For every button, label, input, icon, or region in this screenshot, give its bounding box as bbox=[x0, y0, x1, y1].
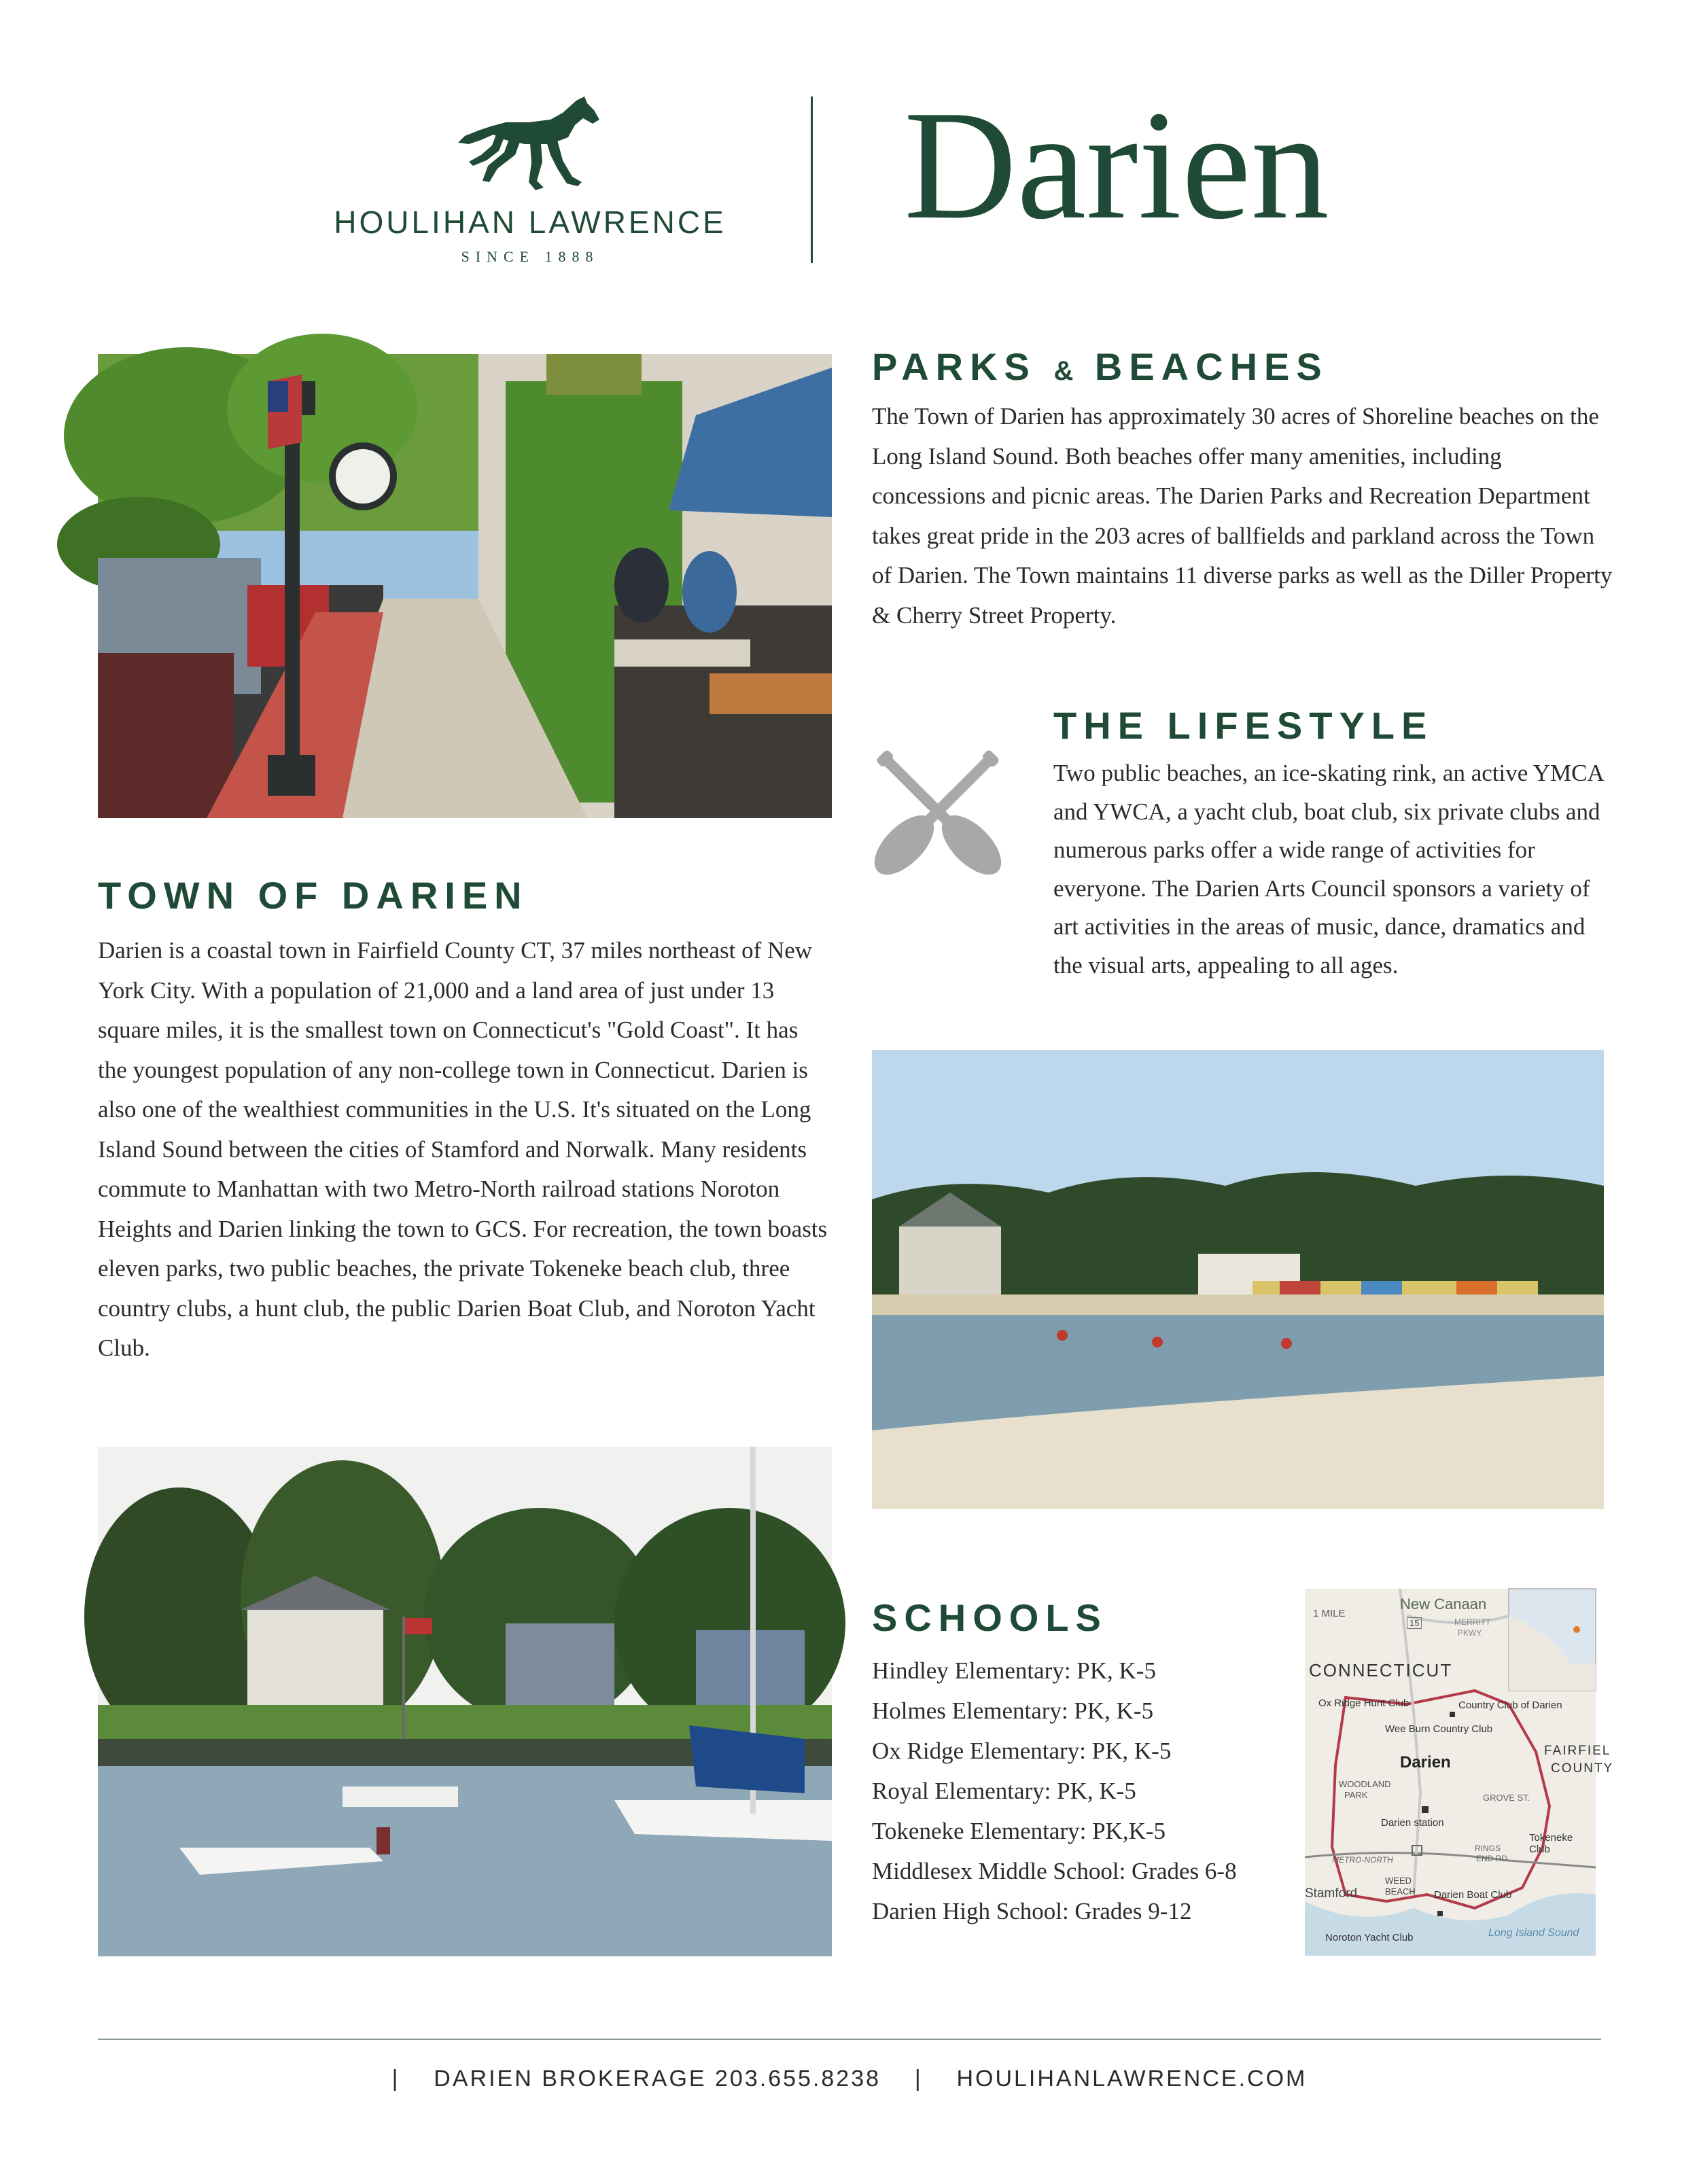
map-sound: Long Island Sound bbox=[1488, 1927, 1579, 1939]
harbor-photo bbox=[98, 1447, 832, 1956]
list-item: Royal Elementary: PK, K-5 bbox=[872, 1778, 1136, 1804]
footer bbox=[0, 2066, 1699, 2092]
list-item: Middlesex Middle School: Grades 6-8 bbox=[872, 1858, 1237, 1884]
header-divider bbox=[811, 96, 813, 263]
horse-icon bbox=[449, 95, 612, 197]
street-photo bbox=[98, 354, 832, 818]
schools-list bbox=[872, 1651, 1320, 1931]
map-fairfield: FAIRFIEL bbox=[1544, 1744, 1611, 1758]
footer-divider bbox=[98, 2039, 1601, 2040]
schools-heading: SCHOOLS bbox=[872, 1596, 1108, 1639]
map-beach: BEACH bbox=[1385, 1886, 1416, 1897]
map-country-club: Country Club of Darien bbox=[1458, 1699, 1562, 1711]
map-scale: 1 MILE bbox=[1313, 1608, 1346, 1619]
map-end-rd: END RD. bbox=[1476, 1854, 1510, 1863]
parks-heading-amp: & bbox=[1053, 356, 1078, 386]
brand-name: HOULIHAN LAWRENCE bbox=[334, 205, 726, 240]
map-state: CONNECTICUT bbox=[1309, 1660, 1453, 1680]
map-county: COUNTY bbox=[1551, 1761, 1614, 1776]
map-metro-north: METRO-NORTH bbox=[1332, 1855, 1393, 1865]
map-woodland: WOODLAND bbox=[1339, 1779, 1391, 1789]
lifestyle-body: Two public beaches, an ice-skating rink, an active YMCA and YWCA, a yacht club, boat club, six private clubs and numerous parks offer a wide range of activities for everyone. The Darien Arts Council sponsors a variety of art activities in the areas of music, dance, dramatics and the visual arts, appealing to all ages. bbox=[1053, 760, 1603, 979]
map-route: 15 bbox=[1407, 1617, 1422, 1629]
map-tokeneke: Tokeneke Club bbox=[1529, 1832, 1573, 1855]
footer-brokerage-phone[interactable]: DARIEN BROKERAGE 203.655.8238 bbox=[434, 2066, 881, 2092]
footer-separator: | bbox=[391, 2066, 400, 2092]
page-title: Darien bbox=[904, 78, 1329, 251]
map-yacht-club: Noroton Yacht Club bbox=[1325, 1932, 1414, 1943]
footer-separator: | bbox=[914, 2066, 923, 2092]
map-weed: WEED bbox=[1385, 1875, 1412, 1886]
list-item: Darien High School: Grades 9-12 bbox=[872, 1898, 1192, 1924]
crossed-oars-icon bbox=[870, 743, 1006, 879]
map-ox-ridge: Ox Ridge Hunt Club bbox=[1318, 1697, 1409, 1709]
map-stamford: Stamford bbox=[1305, 1886, 1358, 1901]
map-boat-club: Darien Boat Club bbox=[1434, 1889, 1512, 1901]
brand-since: SINCE 1888 bbox=[461, 248, 599, 265]
darien-map bbox=[1305, 1589, 1614, 1956]
map-merritt: MERRITT bbox=[1454, 1617, 1491, 1627]
footer-website-link[interactable]: HOULIHANLAWRENCE.COM bbox=[956, 2066, 1308, 2092]
brand-logo bbox=[333, 95, 727, 272]
list-item: Ox Ridge Elementary: PK, K-5 bbox=[872, 1738, 1172, 1764]
lifestyle-heading: THE LIFESTYLE bbox=[1053, 704, 1434, 747]
town-body: Darien is a coastal town in Fairfield County CT, 37 miles northeast of New York City. With a population of 21,000 and a land area of just under 13 square miles, it is the smallest town on Connecticut's "Gold Coast". It has the youngest population of any non-college town in Connecticut. Darien is also one of the wealthiest communities in the U.S. It's situated on the Long Island Sound between the cities of Stamford and Norwalk. Many residents commute to Manhattan with two Metro-North railroad stations Noroton Heights and Darien linking the town to GCS. For recreation, the town boasts eleven parks, two public beaches, the private Tokeneke beach club, three country clubs, a hunt club, the public Darien Boat Club, and Noroton Yacht Club. bbox=[98, 937, 828, 1361]
map-darien: Darien bbox=[1400, 1753, 1451, 1772]
parks-body: The Town of Darien has approximately 30 acres of Shoreline beaches on the Long Island Sound. Both beaches offer many amenities, including concessions and picnic areas. The Darien Parks and Recreation Department takes great pride in the 203 acres of ballfields and parkland across the Town of Darien. The Town maintains 11 diverse parks as well as the Diller Property & Cherry Street Property. bbox=[872, 403, 1613, 629]
town-heading: TOWN OF DARIEN bbox=[98, 874, 529, 917]
list-item: Hindley Elementary: PK, K-5 bbox=[872, 1657, 1156, 1684]
parks-heading bbox=[872, 345, 1329, 388]
map-pkwy: PKWY. bbox=[1458, 1628, 1484, 1638]
beach-photo bbox=[872, 1050, 1604, 1509]
map-park: PARK bbox=[1344, 1790, 1368, 1800]
map-wee-burn: Wee Burn Country Club bbox=[1385, 1723, 1493, 1735]
map-new-canaan: New Canaan bbox=[1400, 1596, 1487, 1613]
parks-heading-part2: BEACHES bbox=[1094, 345, 1329, 388]
map-station: Darien station bbox=[1381, 1817, 1444, 1829]
map-grove: GROVE ST. bbox=[1483, 1793, 1530, 1803]
map-rings: RINGS bbox=[1475, 1844, 1501, 1853]
list-item: Tokeneke Elementary: PK,K-5 bbox=[872, 1818, 1166, 1844]
list-item: Holmes Elementary: PK, K-5 bbox=[872, 1697, 1154, 1724]
parks-heading-part1: PARKS bbox=[872, 345, 1036, 388]
